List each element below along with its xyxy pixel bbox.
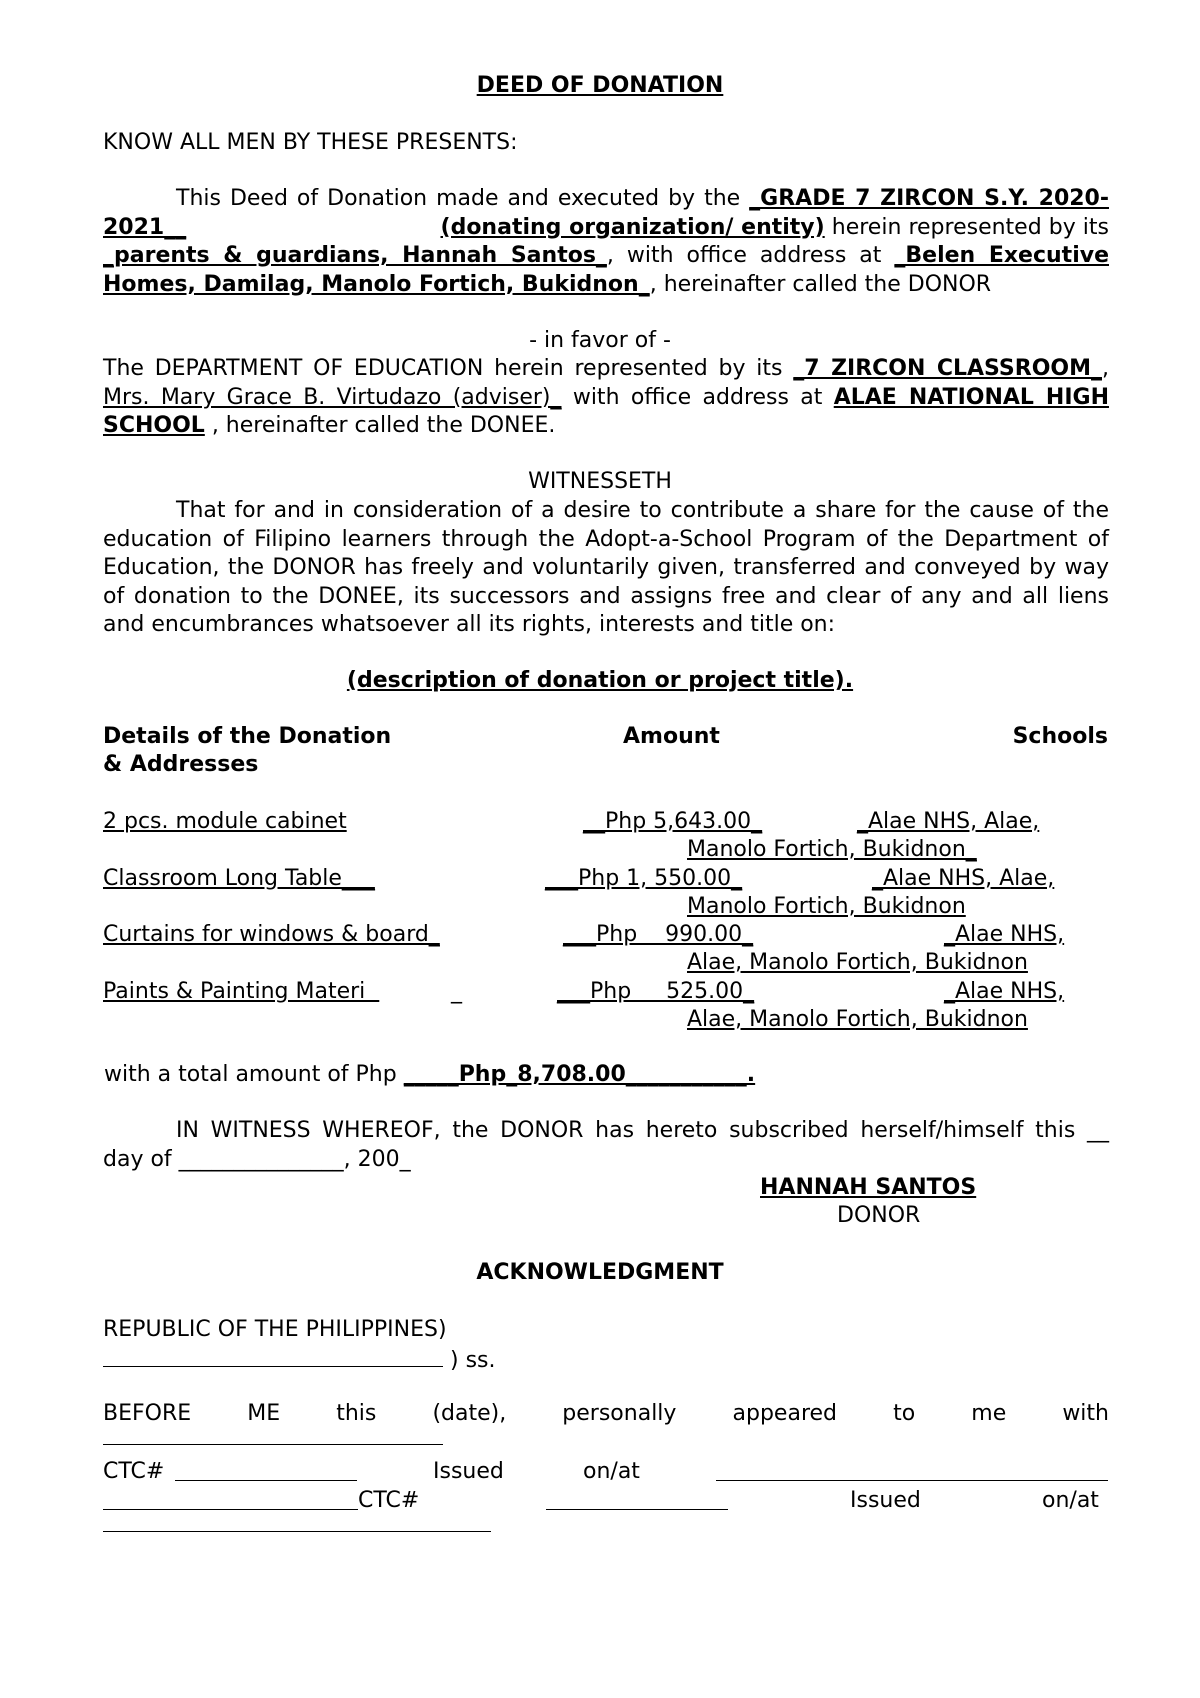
donation-school: _Alae NHS,: [944, 979, 1065, 1004]
before-me-line: [103, 1400, 1109, 1429]
donee-text-4: , hereinafter called the DONEE.: [204, 413, 556, 438]
donor-organization: _GRADE 7 ZIRCON S.Y. 2020-2021__: [103, 186, 1109, 240]
donation-item: Paints & Painting Materi: [103, 979, 380, 1004]
in-favor-of: - in favor of -: [529, 328, 671, 353]
onat-label: on/at: [583, 1459, 640, 1484]
in-witness-paragraph: IN WITNESS WHEREOF, the DONOR has hereto subscribed herself/himself this __ day of _______________, 200_: [103, 1118, 1109, 1172]
donation-school-line2: Manolo Fortich, Bukidnon: [687, 894, 966, 919]
before-word: this: [336, 1401, 377, 1426]
issued-label: Issued: [433, 1459, 504, 1484]
total-label: with a total amount of Php: [104, 1062, 404, 1087]
onat-blank: [716, 1458, 1108, 1481]
ctc-blank: [546, 1487, 728, 1510]
donor-signature-name: HANNAH SANTOS: [760, 1175, 977, 1200]
ctc-label: CTC#: [358, 1488, 420, 1513]
before-word: ME: [247, 1401, 281, 1426]
donor-text-3: , with office address at: [606, 243, 895, 268]
ctc-label: CTC#: [103, 1459, 165, 1484]
before-word: me: [971, 1401, 1007, 1426]
donor-gap: [186, 215, 440, 240]
donation-school-line2: Alae, Manolo Fortich, Bukidnon: [687, 1007, 1028, 1032]
ss-line: [103, 1344, 496, 1376]
donor-representative: _parents & guardians, Hannah Santos_: [103, 243, 607, 268]
donor-text-4: , hereinafter called the DONOR: [649, 271, 992, 297]
donor-text-1: This Deed of Donation made and executed by the: [176, 186, 750, 211]
donor-address: _Belen Executive Homes, Damilag, Manolo Fortich, Bukidnon_: [103, 243, 1109, 297]
donation-description: (description of donation or project title).: [346, 668, 854, 693]
before-word: to: [893, 1401, 916, 1426]
donation-amount: ___Php 990.00_: [563, 922, 754, 947]
before-word: personally: [562, 1401, 677, 1426]
before-word: (date),: [432, 1401, 507, 1426]
col-details-header: Details of the Donation: [103, 724, 392, 749]
donee-paragraph: [103, 355, 1109, 441]
donation-school: _Alae NHS,: [944, 922, 1065, 947]
col-amount-header: Amount: [623, 724, 720, 749]
donation-school: _Alae NHS, Alae,: [857, 809, 1040, 834]
total-value: _____Php_8,708.00___________.: [403, 1062, 756, 1087]
donation-amount: __Php 5,643.00_: [583, 809, 763, 834]
donor-signature-role: DONOR: [837, 1203, 921, 1228]
donation-school-line2: Alae, Manolo Fortich, Bukidnon: [687, 950, 1028, 975]
ctc-blank: [175, 1458, 357, 1481]
republic-line: REPUBLIC OF THE PHILIPPINES): [103, 1317, 447, 1342]
issued-label: Issued: [850, 1488, 921, 1513]
document-title: DEED OF DONATION: [476, 73, 724, 98]
donation-item: Curtains for windows & board_: [103, 922, 440, 947]
before-word: BEFORE: [103, 1401, 192, 1426]
col-addresses-header: & Addresses: [103, 752, 259, 777]
name-blank: [103, 1487, 358, 1510]
donee-adviser: Mrs. Mary Grace B. Virtudazo (adviser)_: [103, 384, 562, 410]
ss-blank: [103, 1344, 443, 1367]
total-amount-line: [104, 1061, 755, 1090]
donation-school: _Alae NHS, Alae,: [872, 866, 1055, 891]
donee-text-1: The DEPARTMENT OF EDUCATION herein represented by its: [103, 356, 794, 381]
know-all-men: KNOW ALL MEN BY THESE PRESENTS:: [103, 130, 518, 155]
blank-line: [103, 1444, 443, 1445]
donee-school: ALAE NATIONAL HIGH SCHOOL: [103, 384, 1109, 438]
donor-text-2: herein represented by its: [824, 214, 1109, 240]
donation-amount: ___Php 1, 550.00_: [545, 866, 743, 891]
donation-item: 2 pcs. module cabinet: [103, 809, 347, 834]
donee-text-2: ,: [1102, 356, 1109, 381]
witnesseth-heading: WITNESSETH: [528, 469, 672, 494]
donee-text-3: with office address at: [561, 384, 834, 410]
donor-paragraph: [103, 185, 1109, 299]
onat-label: on/at: [1042, 1488, 1099, 1513]
donation-item: Classroom Long Table___: [103, 866, 375, 891]
col-schools-header: Schools: [1012, 724, 1108, 749]
before-word: with: [1062, 1401, 1109, 1426]
donee-representative: _7 ZIRCON CLASSROOM_: [793, 356, 1102, 381]
before-word: appeared: [732, 1401, 838, 1426]
donor-org-label: (donating organization/ entity): [440, 214, 825, 240]
donation-amount: ___Php 525.00_: [557, 979, 755, 1004]
acknowledgment-heading: ACKNOWLEDGMENT: [476, 1260, 724, 1285]
donation-item-dash: _: [451, 979, 462, 1004]
consideration-paragraph: That for and in consideration of a desire to contribute a share for the cause of the education of Filipino learners through the Adopt-a-School Program of the Department of Education, the DONOR has freely and voluntarily given, transferred and conveyed by way of donation to the DONEE, its successors and assigns free and clear of any and all liens and encumbrances whatsoever all its rights, interests and title on:: [103, 498, 1109, 637]
ss-text: ) ss.: [450, 1348, 496, 1373]
donation-school-line2: Manolo Fortich, Bukidnon_: [687, 837, 977, 862]
blank-line: [103, 1531, 491, 1532]
